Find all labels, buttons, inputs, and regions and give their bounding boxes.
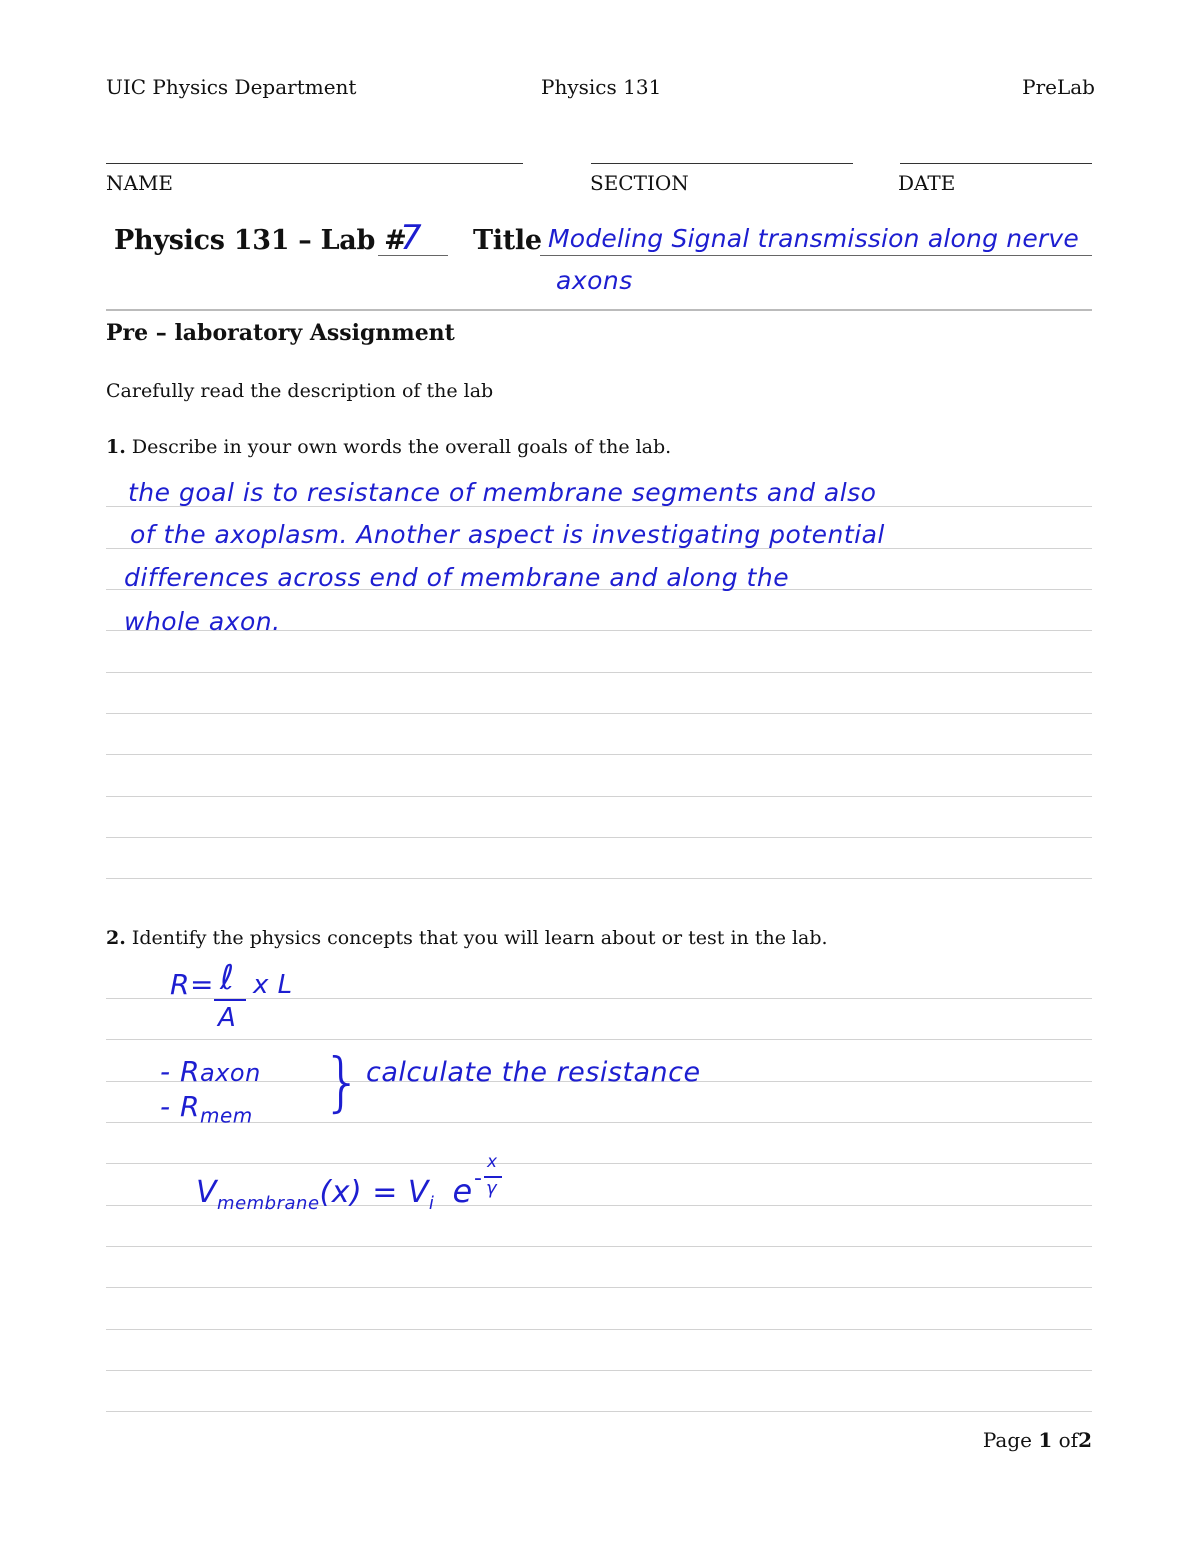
intro-text: Carefully read the description of the lab bbox=[106, 380, 494, 402]
bullet-r-axon-subscript: axon bbox=[199, 1059, 261, 1087]
formula-membrane-subscript: membrane bbox=[217, 1193, 320, 1214]
section-field-line[interactable] bbox=[591, 163, 853, 164]
question-2 bbox=[106, 927, 828, 949]
formula-membrane-e: e bbox=[452, 1172, 473, 1210]
formula-exponent-sign: - bbox=[474, 1166, 483, 1191]
title-separator bbox=[106, 309, 1092, 311]
answer-rule bbox=[106, 1370, 1092, 1371]
brace-note: calculate the resistance bbox=[366, 1057, 701, 1088]
formula-resistance-rho: ℓ bbox=[220, 958, 235, 998]
page-current: 1 bbox=[1038, 1428, 1053, 1452]
formula-membrane-middle: (x) = V bbox=[319, 1175, 429, 1210]
bullet-r-mem bbox=[160, 1090, 253, 1128]
lab-number-handwritten: 7 bbox=[400, 218, 423, 258]
answer-rule bbox=[106, 837, 1092, 838]
page-of: of bbox=[1058, 1428, 1079, 1452]
name-label: NAME bbox=[106, 171, 174, 195]
header-department: UIC Physics Department bbox=[106, 75, 357, 99]
header-course: Physics 131 bbox=[541, 75, 662, 99]
lab-title-line[interactable] bbox=[540, 255, 1092, 256]
answer-rule bbox=[106, 1246, 1092, 1247]
question-1-number: 1. bbox=[106, 436, 126, 458]
answer-rule bbox=[106, 878, 1092, 879]
answer-rule bbox=[106, 1163, 1092, 1164]
page-word: Page bbox=[982, 1428, 1032, 1452]
answer-rule bbox=[106, 1287, 1092, 1288]
prelab-heading: Pre – laboratory Assignment bbox=[106, 320, 455, 346]
formula-resistance-lhs: R= bbox=[170, 968, 214, 1001]
formula-membrane-voltage bbox=[196, 1172, 473, 1214]
formula-exponent-numerator: x bbox=[487, 1152, 498, 1172]
answer-rule bbox=[106, 713, 1092, 714]
answer-1-line: the goal is to resistance of membrane segments and also bbox=[128, 478, 877, 507]
formula-membrane-vi-subscript: i bbox=[428, 1193, 435, 1214]
formula-membrane-v: V bbox=[196, 1175, 218, 1210]
question-1 bbox=[106, 436, 671, 458]
section-label: SECTION bbox=[590, 171, 689, 195]
formula-resistance-denominator: A bbox=[218, 1003, 237, 1033]
lab-title-handwritten-line1: Modeling Signal transmission along nerve bbox=[548, 224, 1079, 253]
header-doc-type: PreLab bbox=[1022, 75, 1095, 99]
answer-1-line: of the axoplasm. Another aspect is investigating potential bbox=[130, 520, 885, 549]
page-total: 2 bbox=[1078, 1428, 1092, 1452]
date-label: DATE bbox=[898, 171, 956, 195]
answer-rule bbox=[106, 1039, 1092, 1040]
question-1-text: Describe in your own words the overall goals of the lab. bbox=[131, 436, 672, 458]
page-number bbox=[983, 1428, 1092, 1452]
lab-title-label: Title bbox=[473, 225, 542, 256]
question-2-text: Identify the physics concepts that you will learn about or test in the lab. bbox=[131, 927, 828, 949]
answer-1-line: whole axon. bbox=[124, 607, 281, 636]
lab-number-label: Physics 131 – Lab # bbox=[114, 225, 407, 256]
answer-rule bbox=[106, 1122, 1092, 1123]
brace-symbol: } bbox=[322, 1046, 364, 1120]
answer-rule bbox=[106, 1329, 1092, 1330]
answer-rule bbox=[106, 672, 1092, 673]
answer-1-line: differences across end of membrane and along the bbox=[124, 563, 790, 592]
bullet-r-mem-subscript: mem bbox=[199, 1103, 253, 1128]
bullet-r-axon bbox=[160, 1055, 261, 1088]
bullet-r-axon-symbol: - R bbox=[160, 1055, 200, 1088]
answer-rule bbox=[106, 1411, 1092, 1412]
formula-resistance-rest: x L bbox=[253, 970, 293, 1000]
lab-title-handwritten-line2: axons bbox=[556, 266, 633, 295]
answer-rule bbox=[106, 796, 1092, 797]
answer-rule bbox=[106, 754, 1092, 755]
date-field-line[interactable] bbox=[900, 163, 1092, 164]
question-2-number: 2. bbox=[106, 927, 126, 949]
formula-resistance-fraction-bar bbox=[214, 999, 246, 1001]
formula-exponent-denominator: γ bbox=[486, 1178, 498, 1199]
name-field-line[interactable] bbox=[106, 163, 523, 164]
bullet-r-mem-symbol: - R bbox=[160, 1090, 200, 1123]
